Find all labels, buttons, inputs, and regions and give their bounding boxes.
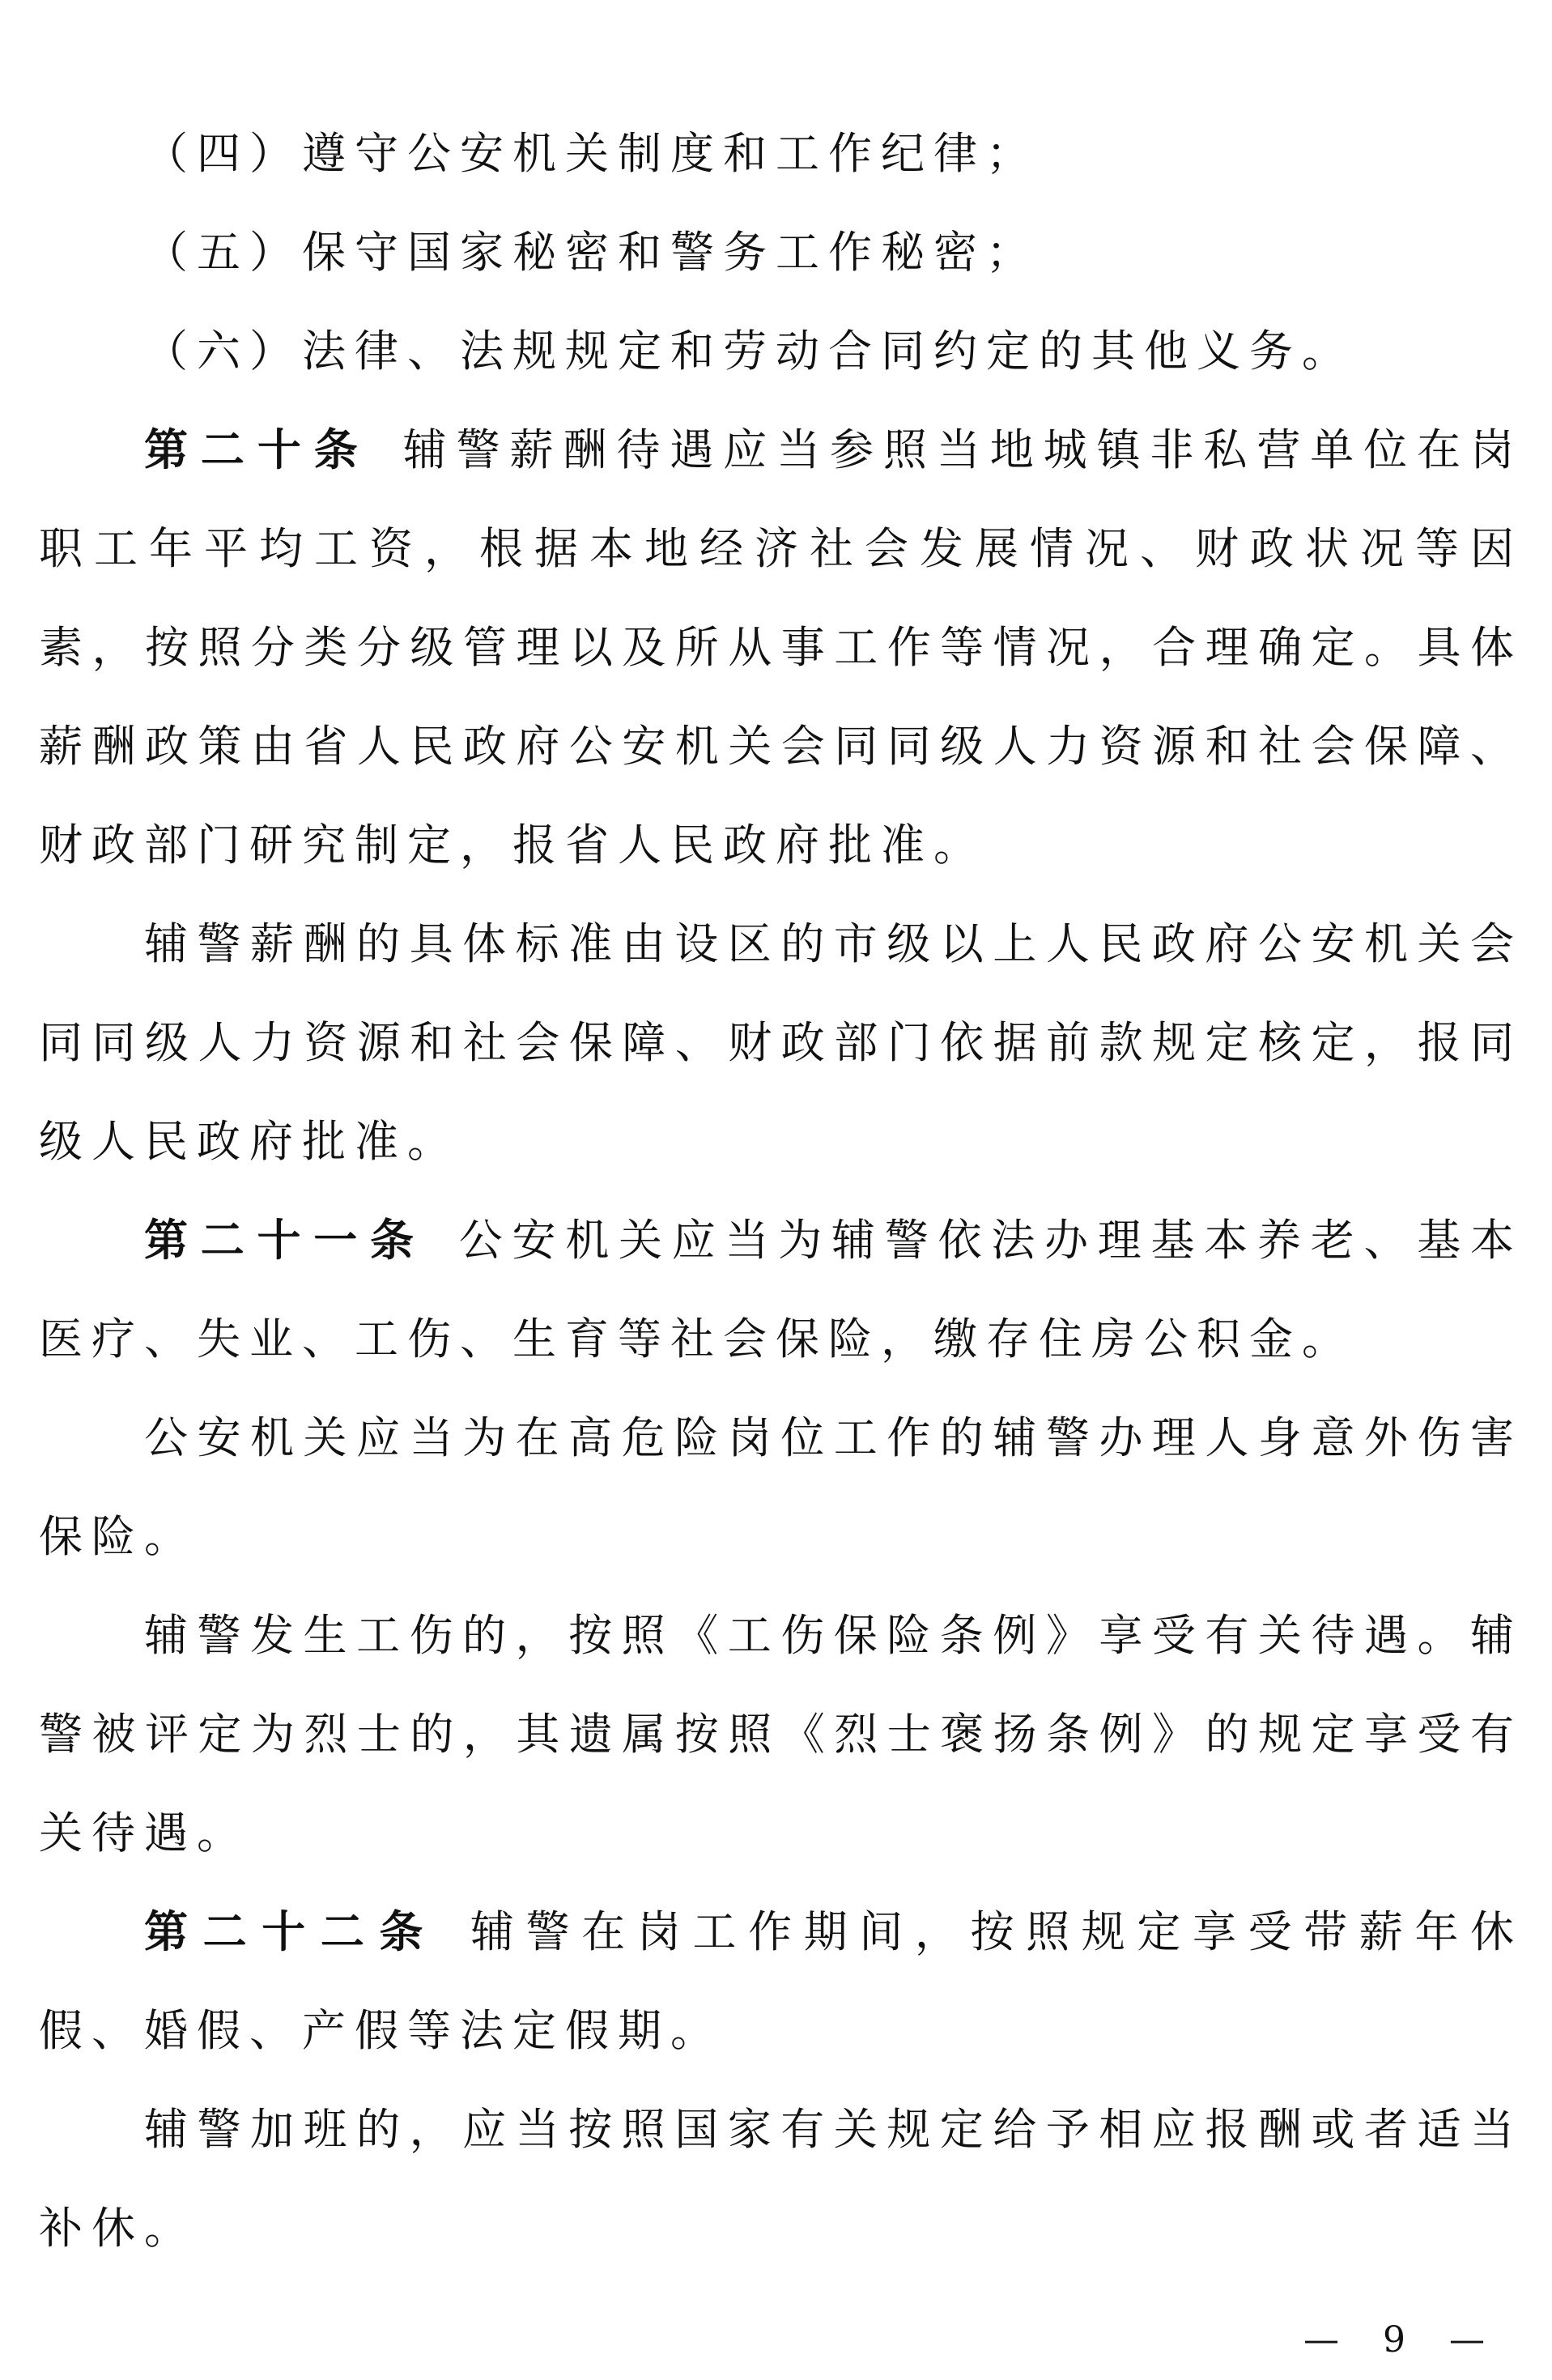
paragraph-line: 辅警薪酬的具体标准由设区的市级以上人民政府公安机关会 bbox=[144, 918, 1514, 969]
article-21-text: 公安机关应当为辅警依法办理基本养老、基本 bbox=[458, 1215, 1514, 1266]
article-22-text: 辅警在岗工作期间，按照规定享受带薪年休 bbox=[470, 1906, 1515, 1957]
paragraph-line: 素，按照分类分级管理以及所从事工作等情况，合理确定。具体 bbox=[39, 622, 1514, 673]
paragraph-line: 辅警加班的，应当按照国家有关规定给予相应报酬或者适当 bbox=[144, 2104, 1514, 2155]
paragraph-line: 级人民政府批准。 bbox=[39, 1116, 460, 1167]
paragraph-line: 薪酬政策由省人民政府公安机关会同同级人力资源和社会保障、 bbox=[39, 721, 1514, 772]
article-20-heading: 第二十条 bbox=[144, 424, 371, 475]
paragraph-line: 保险。 bbox=[39, 1511, 197, 1562]
paragraph-line: 关待遇。 bbox=[39, 1807, 249, 1858]
page-number: — 9 — bbox=[1303, 2319, 1501, 2361]
article-20-text: 辅警薪酬待遇应当参照当地城镇非私营单位在岗 bbox=[402, 424, 1515, 475]
article-20-line bbox=[144, 418, 1514, 483]
paragraph-line: 医疗、失业、工伤、生育等社会保险，缴存住房公积金。 bbox=[39, 1313, 1354, 1365]
paragraph-line: 同同级人力资源和社会保障、财政部门依据前款规定核定，报同 bbox=[39, 1017, 1514, 1068]
paragraph-line: 财政部门研究制定，报省人民政府批准。 bbox=[39, 820, 986, 871]
clause-6: （六）法律、法规规定和劳动合同约定的其他义务。 bbox=[144, 326, 1354, 377]
paragraph-line: 假、婚假、产假等法定假期。 bbox=[39, 2005, 723, 2056]
paragraph-line: 补休。 bbox=[39, 2203, 197, 2254]
paragraph-line: 警被评定为烈士的，其遗属按照《烈士褒扬条例》的规定享受有 bbox=[39, 1709, 1514, 1760]
clause-5: （五）保守国家秘密和警务工作秘密； bbox=[144, 227, 1039, 278]
article-21-heading: 第二十一条 bbox=[144, 1215, 427, 1266]
paragraph-line: 辅警发生工伤的，按照《工伤保险条例》享受有关待遇。辅 bbox=[144, 1610, 1514, 1661]
article-22-heading: 第二十二条 bbox=[144, 1906, 439, 1957]
clause-4: （四）遵守公安机关制度和工作纪律； bbox=[144, 128, 1039, 179]
paragraph-line: 公安机关应当为在高危险岗位工作的辅警办理人身意外伤害 bbox=[144, 1412, 1514, 1463]
paragraph-line: 职工年平均工资，根据本地经济社会发展情况、财政状况等因 bbox=[39, 523, 1514, 574]
article-22-line bbox=[144, 1900, 1514, 1965]
article-21-line bbox=[144, 1208, 1514, 1273]
